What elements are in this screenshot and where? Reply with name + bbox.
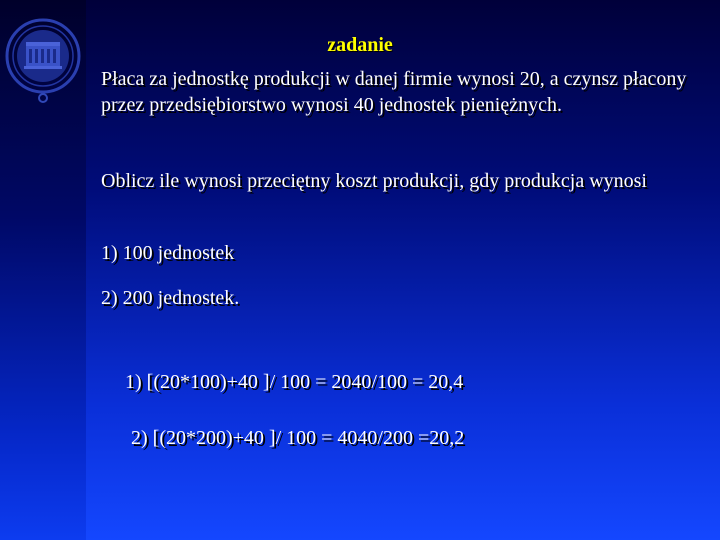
slide-title: zadanie xyxy=(327,34,393,56)
task-instruction: Oblicz ile wynosi przeciętny koszt produkcji, gdy produkcja wynosi xyxy=(101,170,647,192)
calculation-two: 2) [(20*200)+40 ]/ 100 = 4040/200 =20,2 xyxy=(131,427,465,449)
university-seal-icon xyxy=(4,14,82,104)
calculation-one: 1) [(20*100)+40 ]/ 100 = 2040/100 = 20,4 xyxy=(125,371,464,393)
case-two-label: 2) 200 jednostek. xyxy=(101,287,240,309)
case-one-label: 1) 100 jednostek xyxy=(101,242,235,264)
problem-statement: Płaca za jednostkę produkcji w danej firmie wynosi 20, a czynsz płacony przez przedsiębiorstwo wynosi 40 jednostek pieniężnych. xyxy=(101,68,687,116)
